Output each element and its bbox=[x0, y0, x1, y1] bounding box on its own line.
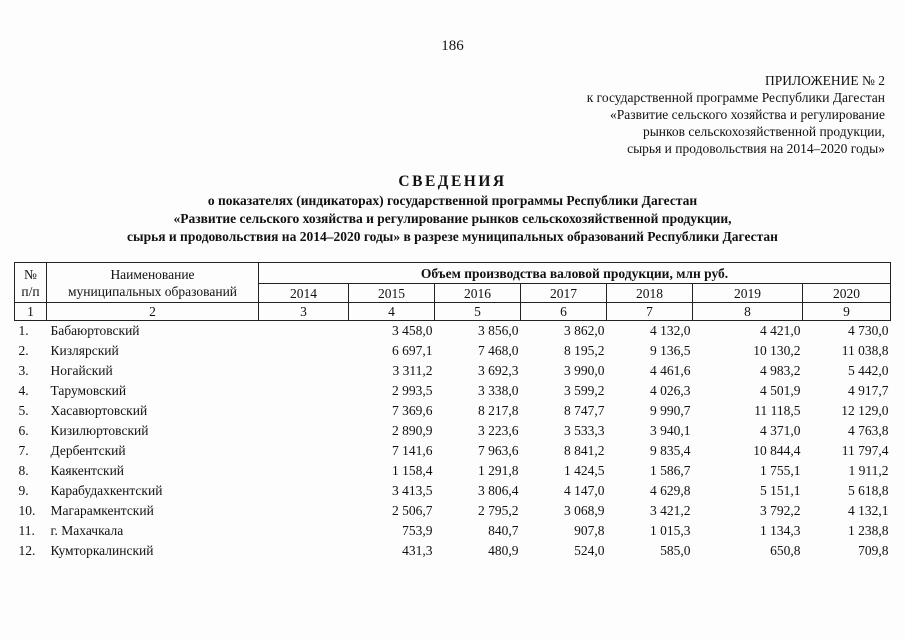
value-cell bbox=[259, 461, 349, 481]
value-cell bbox=[259, 541, 349, 561]
appendix-line: к государственной программе Республики Дагестан bbox=[586, 90, 885, 105]
column-number: 2 bbox=[47, 303, 259, 321]
value-cell: 7 141,6 bbox=[392, 443, 433, 458]
appendix-line: рынков сельскохозяйственной продукции, bbox=[642, 124, 885, 139]
value-cell: 4 501,9 bbox=[760, 383, 801, 398]
value-cell: 3 692,3 bbox=[478, 363, 519, 378]
column-number: 1 bbox=[15, 303, 47, 321]
column-header-number: № п/п bbox=[15, 263, 47, 303]
value-cell: 9 835,4 bbox=[650, 443, 691, 458]
table-row bbox=[15, 441, 891, 461]
value-cell: 4 983,2 bbox=[760, 363, 801, 378]
heading-line: о показателях (индикаторах) государственной программы Республики Дагестан bbox=[207, 193, 698, 208]
value-cell: 8 217,8 bbox=[478, 403, 519, 418]
row-number: 4. bbox=[18, 383, 29, 398]
municipality-name: Бабаюртовский bbox=[50, 323, 140, 338]
value-cell: 1 586,7 bbox=[650, 463, 691, 478]
value-cell: 4 132,0 bbox=[650, 323, 691, 338]
value-cell: 4 917,7 bbox=[848, 383, 889, 398]
year-header: 2014 bbox=[259, 284, 349, 303]
row-number: 1. bbox=[18, 323, 29, 338]
table-row bbox=[15, 421, 891, 441]
year-header: 2019 bbox=[693, 284, 803, 303]
value-cell: 3 599,2 bbox=[564, 383, 605, 398]
value-cell: 3 338,0 bbox=[478, 383, 519, 398]
column-numbers-row bbox=[15, 303, 891, 321]
value-cell: 3 940,1 bbox=[650, 423, 691, 438]
value-cell: 9 136,5 bbox=[650, 343, 691, 358]
value-cell: 4 730,0 bbox=[848, 323, 889, 338]
value-cell: 1 911,2 bbox=[848, 463, 889, 478]
value-cell: 907,8 bbox=[574, 523, 605, 538]
municipality-name: Дербентский bbox=[50, 443, 126, 458]
document-heading bbox=[0, 172, 905, 246]
value-cell: 5 618,8 bbox=[848, 483, 889, 498]
value-cell: 524,0 bbox=[574, 543, 605, 558]
value-cell: 4 421,0 bbox=[760, 323, 801, 338]
column-number: 4 bbox=[349, 303, 435, 321]
value-cell bbox=[259, 341, 349, 361]
value-cell: 5 151,1 bbox=[760, 483, 801, 498]
table-row bbox=[15, 521, 891, 541]
municipality-name: Кизилюртовский bbox=[50, 423, 149, 438]
value-cell: 2 506,7 bbox=[392, 503, 433, 518]
value-cell bbox=[259, 321, 349, 342]
value-cell: 3 792,2 bbox=[760, 503, 801, 518]
row-number: 7. bbox=[18, 443, 29, 458]
table-row bbox=[15, 321, 891, 342]
value-cell: 3 068,9 bbox=[564, 503, 605, 518]
value-cell: 3 862,0 bbox=[564, 323, 605, 338]
table-row bbox=[15, 361, 891, 381]
column-number: 7 bbox=[607, 303, 693, 321]
value-cell: 4 026,3 bbox=[650, 383, 691, 398]
municipality-name: Кумторкалинский bbox=[50, 543, 154, 558]
heading-line: «Развитие сельского хозяйства и регулирование рынков сельскохозяйственной продукции, bbox=[173, 211, 732, 226]
appendix-line: ПРИЛОЖЕНИЕ № 2 bbox=[764, 73, 885, 88]
value-cell: 5 442,0 bbox=[848, 363, 889, 378]
row-number: 12. bbox=[18, 543, 36, 558]
column-number: 5 bbox=[435, 303, 521, 321]
municipality-name: Магарамкентский bbox=[50, 503, 154, 518]
value-cell: 3 421,2 bbox=[650, 503, 691, 518]
column-group-title: Объем производства валовой продукции, млн руб. bbox=[259, 263, 891, 284]
municipality-name: Ногайский bbox=[50, 363, 113, 378]
year-header: 2017 bbox=[521, 284, 607, 303]
municipality-name: Карабудахкентский bbox=[50, 483, 163, 498]
municipality-name: Хасавюртовский bbox=[50, 403, 148, 418]
table-row bbox=[15, 461, 891, 481]
value-cell: 4 147,0 bbox=[564, 483, 605, 498]
value-cell: 4 461,6 bbox=[650, 363, 691, 378]
column-number: 3 bbox=[259, 303, 349, 321]
value-cell: 7 468,0 bbox=[478, 343, 519, 358]
table-row bbox=[15, 501, 891, 521]
value-cell: 4 371,0 bbox=[760, 423, 801, 438]
value-cell bbox=[259, 481, 349, 501]
row-number: 2. bbox=[18, 343, 29, 358]
value-cell bbox=[259, 501, 349, 521]
value-cell: 3 990,0 bbox=[564, 363, 605, 378]
year-header: 2018 bbox=[607, 284, 693, 303]
appendix-note bbox=[525, 72, 885, 157]
year-header: 2015 bbox=[349, 284, 435, 303]
value-cell: 1 291,8 bbox=[478, 463, 519, 478]
value-cell: 8 195,2 bbox=[564, 343, 605, 358]
value-cell bbox=[259, 421, 349, 441]
year-header: 2016 bbox=[435, 284, 521, 303]
value-cell: 1 755,1 bbox=[760, 463, 801, 478]
value-cell: 9 990,7 bbox=[650, 403, 691, 418]
municipality-name: г. Махачкала bbox=[50, 523, 124, 538]
value-cell: 3 413,5 bbox=[392, 483, 433, 498]
value-cell bbox=[259, 381, 349, 401]
table-row bbox=[15, 541, 891, 561]
value-cell: 11 038,8 bbox=[841, 343, 889, 358]
value-cell: 4 132,1 bbox=[848, 503, 889, 518]
value-cell: 709,8 bbox=[858, 543, 889, 558]
value-cell: 840,7 bbox=[488, 523, 519, 538]
value-cell: 10 844,4 bbox=[753, 443, 801, 458]
column-number: 8 bbox=[693, 303, 803, 321]
value-cell: 12 129,0 bbox=[841, 403, 889, 418]
row-number: 3. bbox=[18, 363, 29, 378]
value-cell: 2 795,2 bbox=[478, 503, 519, 518]
municipality-name: Каякентский bbox=[50, 463, 125, 478]
row-number: 10. bbox=[18, 503, 36, 518]
value-cell: 1 238,8 bbox=[848, 523, 889, 538]
year-header: 2020 bbox=[803, 284, 891, 303]
value-cell: 7 369,6 bbox=[392, 403, 433, 418]
value-cell: 1 424,5 bbox=[564, 463, 605, 478]
value-cell: 7 963,6 bbox=[478, 443, 519, 458]
value-cell: 753,9 bbox=[402, 523, 433, 538]
value-cell: 8 841,2 bbox=[564, 443, 605, 458]
value-cell: 3 311,2 bbox=[392, 363, 433, 378]
row-number: 5. bbox=[18, 403, 29, 418]
value-cell: 3 806,4 bbox=[478, 483, 519, 498]
row-number: 8. bbox=[18, 463, 29, 478]
value-cell: 8 747,7 bbox=[564, 403, 605, 418]
value-cell: 2 993,5 bbox=[392, 383, 433, 398]
page-number: 186 bbox=[441, 38, 464, 54]
value-cell: 1 158,4 bbox=[392, 463, 433, 478]
column-number: 9 bbox=[803, 303, 891, 321]
column-number: 6 bbox=[521, 303, 607, 321]
table-row bbox=[15, 341, 891, 361]
value-cell: 11 797,4 bbox=[841, 443, 889, 458]
appendix-line: сырья и продовольствия на 2014–2020 годы» bbox=[627, 141, 885, 156]
table-row bbox=[15, 381, 891, 401]
value-cell: 585,0 bbox=[660, 543, 691, 558]
municipality-name: Тарумовский bbox=[50, 383, 127, 398]
row-number: 6. bbox=[18, 423, 29, 438]
value-cell: 3 856,0 bbox=[478, 323, 519, 338]
value-cell: 650,8 bbox=[770, 543, 801, 558]
value-cell bbox=[259, 441, 349, 461]
value-cell: 4 763,8 bbox=[848, 423, 889, 438]
heading-line: сырья и продовольствия на 2014–2020 годы» в разрезе муниципальных образований Республики Дагестан bbox=[127, 229, 778, 244]
value-cell: 3 458,0 bbox=[392, 323, 433, 338]
value-cell bbox=[259, 361, 349, 381]
value-cell: 2 890,9 bbox=[392, 423, 433, 438]
table-row bbox=[15, 401, 891, 421]
table-body bbox=[15, 321, 891, 562]
value-cell: 1 015,3 bbox=[650, 523, 691, 538]
heading-title: СВЕДЕНИЯ bbox=[398, 173, 507, 190]
value-cell: 6 697,1 bbox=[392, 343, 433, 358]
value-cell bbox=[259, 521, 349, 541]
indicators-table bbox=[14, 262, 891, 561]
value-cell bbox=[259, 401, 349, 421]
appendix-line: «Развитие сельского хозяйства и регулирование bbox=[610, 107, 885, 122]
municipality-name: Кизлярский bbox=[50, 343, 119, 358]
column-header-name: Наименование муниципальных образований bbox=[47, 263, 259, 303]
value-cell: 4 629,8 bbox=[650, 483, 691, 498]
table-row bbox=[15, 481, 891, 501]
row-number: 9. bbox=[18, 483, 29, 498]
value-cell: 3 223,6 bbox=[478, 423, 519, 438]
row-number: 11. bbox=[18, 523, 35, 538]
value-cell: 11 118,5 bbox=[754, 403, 801, 418]
value-cell: 10 130,2 bbox=[753, 343, 801, 358]
value-cell: 1 134,3 bbox=[760, 523, 801, 538]
value-cell: 480,9 bbox=[488, 543, 519, 558]
value-cell: 431,3 bbox=[402, 543, 433, 558]
value-cell: 3 533,3 bbox=[564, 423, 605, 438]
